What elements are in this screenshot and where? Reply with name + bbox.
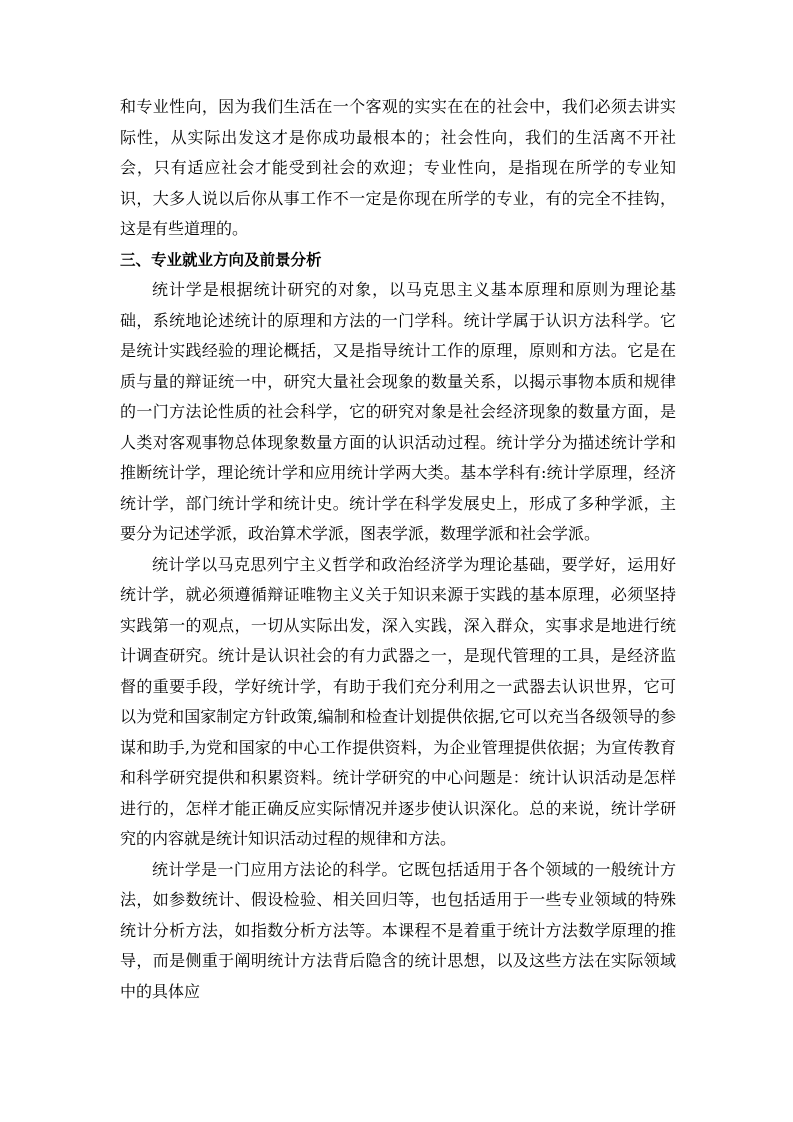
paragraph-continuation: 和专业性向，因为我们生活在一个客观的实实在在的社会中，我们必须去讲实际性，从实际出发这才是你成功最根本的；社会性向，我们的生活离不开社会，只有适应社会才能受到社会的欢迎；专业性向，是指现在所学的专业知识，大多人说以后你从事工作不一定是你现在所学的专业，有的完全不挂钩，这是有些道理的。 [120,97,676,238]
paragraph-2: 统计学以马克思列宁主义哲学和政治经济学为理论基础，要学好，运用好统计学，就必须遵循辩证唯物主义关于知识来源于实践的基本原理，必须坚持实践第一的观点，一切从实际出发，深入实践，深入群众，实事求是地进行统计调查研究。统计是认识社会的有力武器之一，是现代管理的工具，是经济监督的重要手段，学好统计学，有助于我们充分利用之一武器去认识世界，它可以为党和国家制定方针政策,编制和检查计划提供依据,它可以充当各级领导的参谋和助手,为党和国家的中心工作提供资料，为企业管理提供依据；为宣传教育和科学研究提供和积累资料。统计学研究的中心问题是：统计认识活动是怎样进行的，怎样才能正确反应实际情况并逐步使认识深化。总的来说，统计学研究的内容就是统计知识活动过程的规律和方法。 [120,554,676,848]
paragraph-1: 统计学是根据统计研究的对象，以马克思主义基本原理和原则为理论基础，系统地论述统计的原理和方法的一门学科。统计学属于认识方法科学。它是统计实践经验的理论概括，又是指导统计工作的原理，原则和方法。它是在质与量的辩证统一中，研究大量社会现象的数量关系，以揭示事物本质和规律的一门方法论性质的社会科学，它的研究对象是社会经济现象的数量方面，是人类对客观事物总体现象数量方面的认识活动过程。统计学分为描述统计学和推断统计学，理论统计学和应用统计学两大类。基本学科有:统计学原理，经济统计学，部门统计学和统计史。统计学在科学发展史上，形成了多种学派，主要分为记述学派，政治算术学派，图表学派，数理学派和社会学派。 [120,280,676,543]
paragraph-3: 统计学是一门应用方法论的科学。它既包括适用于各个领域的一般统计方法，如参数统计、假设检验、相关回归等，也包括适用于一些专业领域的特殊统计分析方法，如指数分析方法等。本课程不是着重于统计方法数学原理的推导，而是侧重于阐明统计方法背后隐含的统计思想，以及这些方法在实际领域中的具体应 [120,859,676,1001]
document-page [120,92,676,1007]
section-heading: 三、专业就业方向及前景分析 [120,250,322,269]
